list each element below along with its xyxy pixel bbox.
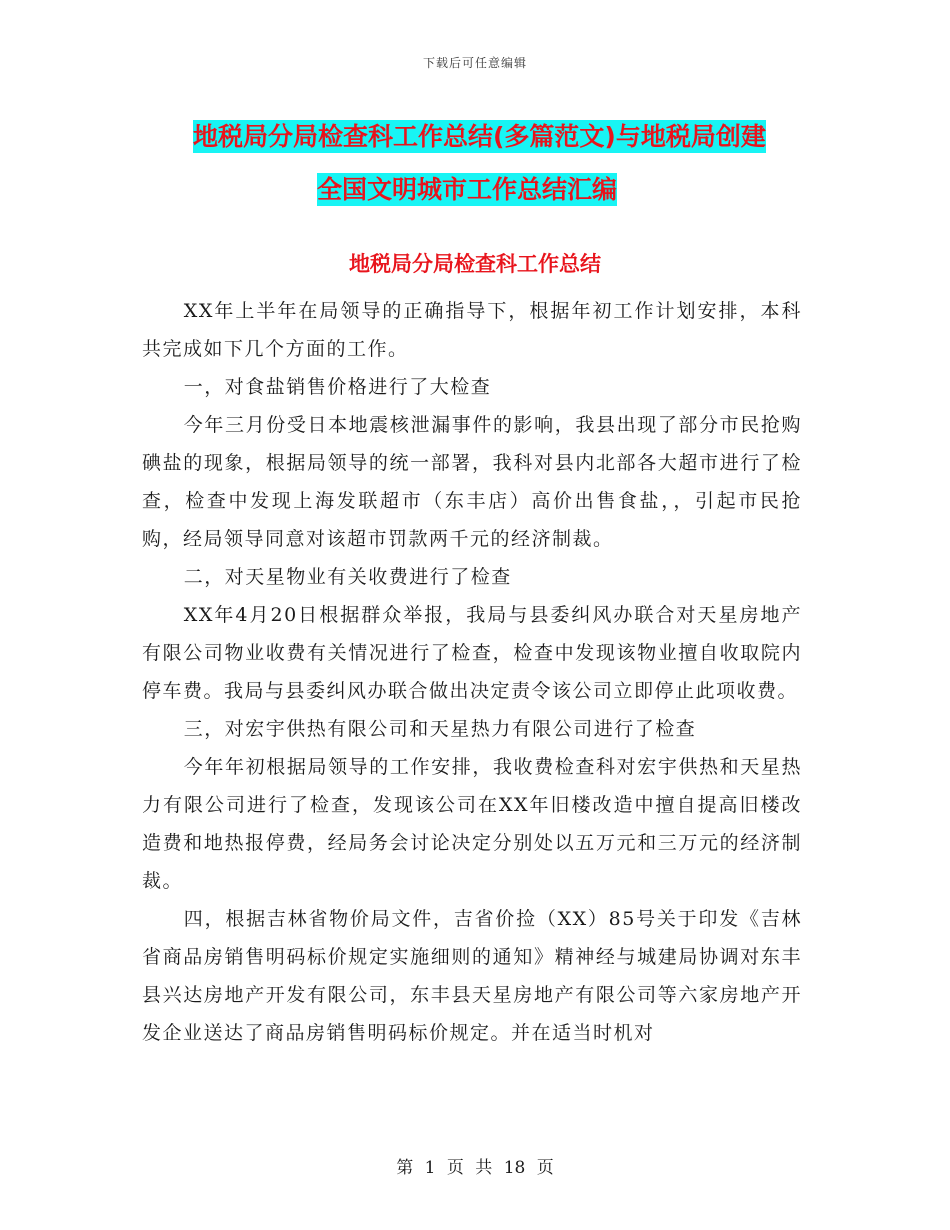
- paragraph: 今年三月份受日本地震核泄漏事件的影响，我县出现了部分市民抢购碘盐的现象，根据局领导的统一部署，我科对县内北部各大超市进行了检查，检查中发现上海发联超市（东丰店）高价出售食盐，，引起市民抢购，经局领导同意对该超市罚款两千元的经济制裁。: [142, 414, 802, 550]
- paragraph: 三，对宏宇供热有限公司和天星热力有限公司进行了检查: [183, 718, 697, 740]
- header-note: 下载后可任意编辑: [422, 56, 527, 70]
- document-title: [140, 110, 820, 216]
- document-body: [142, 292, 802, 1052]
- page-number: 第 1 页 共 18 页: [396, 1158, 554, 1178]
- title-line-1: 地税局分局检查科工作总结(多篇范文)与地税局创建: [193, 122, 766, 151]
- section-title: 地税局分局检查科工作总结: [349, 252, 601, 276]
- paragraph: XX年4月20日根据群众举报，我局与县委纠风办联合对天星房地产有限公司物业收费有关情况进行了检查，检查中发现该物业擅自收取院内停车费。我局与县委纠风办联合做出决定责令该公司立即停止此项收费。: [142, 604, 802, 702]
- paragraph: 二，对天星物业有关收费进行了检查: [183, 566, 512, 588]
- paragraph: 四，根据吉林省物价局文件，吉省价捡（XX）85号关于印发《吉林省商品房销售明码标价规定实施细则的通知》精神经与城建局协调对东丰县兴达房地产开发有限公司，东丰县天星房地产有限公司等六家房地产开发企业送达了商品房销售明码标价规定。并在适当时机对: [142, 908, 802, 1044]
- title-line-2: 全国文明城市工作总结汇编: [317, 175, 618, 204]
- paragraph: 今年年初根据局领导的工作安排，我收费检查科对宏宇供热和天星热力有限公司进行了检查，发现该公司在XX年旧楼改造中擅自提高旧楼改造费和地热报停费，经局务会讨论决定分别处以五万元和三万元的经济制裁。: [142, 756, 802, 892]
- paragraph: 一，对食盐销售价格进行了大检查: [183, 376, 492, 398]
- paragraph: XX年上半年在局领导的正确指导下，根据年初工作计划安排，本科共完成如下几个方面的工作。: [142, 300, 802, 360]
